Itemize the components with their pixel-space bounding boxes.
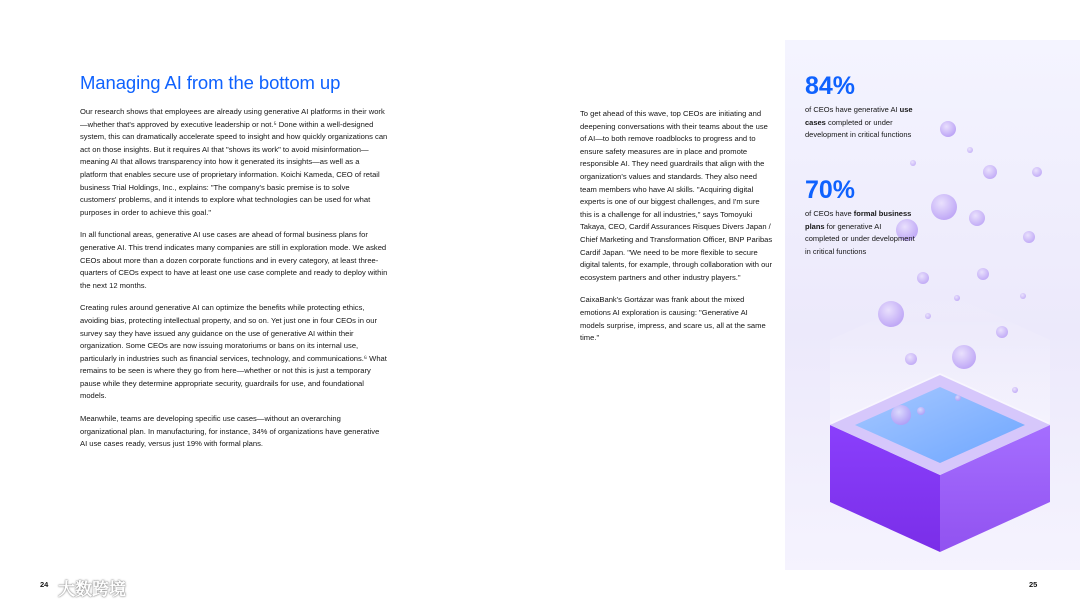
stat-block bbox=[805, 72, 915, 142]
page-number-right: 25 bbox=[1029, 580, 1038, 589]
stat-description: of CEOs have formal business plans for generative AI completed or under development in critical functions bbox=[805, 209, 915, 256]
stat-block bbox=[805, 176, 915, 258]
paragraph: Creating rules around generative AI can optimize the benefits while protecting ethics, avoiding bias, protecting intellectual property, and so on. Yet just one in four CEOs in our survey say they have issued any guidance on the use of generative AI within their organization. Some CEOs are now issuing moratoriums or bans on its internal use, particularly in industries such as financial services, technology, and communications.⁶ What remains to be seen is where they go from here—whether or not this is just a temporary pause while they determine appropriate security, guardrails for use, and foundational models. bbox=[80, 303, 387, 401]
stat-description: of CEOs have generative AI use cases completed or under development in critical functions bbox=[805, 105, 913, 139]
watermark-text: 大数跨境 bbox=[58, 579, 126, 599]
stat-value: 70% bbox=[805, 176, 856, 204]
paragraph: To get ahead of this wave, top CEOs are initiating and deepening conversations with their teams about the use of AI—to both remove roadblocks to progress and to ensure safety measures are in place and promote responsible AI. They need guardrails that align with the organization's values and standards. They also need team members who have AI skills. "Acquiring digital experts is one of our biggest challenges, and I'm sure this is a challenge for all industries," says Tomoyuki Takaya, CEO, Cardif Assurances Risques Divers Japan / Chief Marketing and Transformation Officer, BNP Paribas Cardif Japan. "We need to be more flexible to secure digital talents, for example, through collaboration with our ecosystem partners and other industry players." bbox=[580, 109, 773, 282]
paragraph: Meanwhile, teams are developing specific use cases—without an overarching organizational plan. In manufacturing, for instance, 34% of organizations have generative AI use cases ready, versus just 19% with formal plans. bbox=[80, 414, 380, 449]
right-text-column bbox=[580, 108, 773, 355]
watermark bbox=[8, 574, 126, 600]
left-text-column bbox=[80, 106, 388, 461]
paragraph: In all functional areas, generative AI use cases are ahead of formal business plans for generative AI. This trend indicates many companies are still in exploration mode. We asked CEOs about more than a dozen corporate functions and in every category, at least three-quarters of CEOs expect to have at least one use case complete and ready to deploy within the next 12 months. bbox=[80, 230, 388, 290]
stats-panel bbox=[785, 40, 1080, 570]
stat-value: 84% bbox=[805, 72, 856, 100]
section-title: Managing AI from the bottom up bbox=[80, 72, 341, 93]
page-number-left: 24 bbox=[40, 580, 49, 589]
paragraph: Our research shows that employees are already using generative AI platforms in their work—whether that's approved by executive leadership or not.⁵ Done within a well-designed system, this can dramatically accelerate speed to insight and how quickly organizations can act on those insights. But it requires AI that "shows its work" to avoid misinformation—meaning AI that allows transparency into how it generated its insights—as well as a platform that enables secure use of proprietary information. Koichi Kameda, CEO of retail business Trial Holdings, Inc., explains: "The company's basic premise is to solve customers' problems, and it intends to explore what technologies can be used for what purposes in order to achieve this goal." bbox=[80, 107, 388, 217]
paragraph: CaixaBank's Gortázar was frank about the mixed emotions AI exploration is causing: "Generative AI models surprise, impress, and scare us, all at the same time." bbox=[580, 295, 766, 343]
watermark-logo-icon bbox=[8, 574, 54, 600]
